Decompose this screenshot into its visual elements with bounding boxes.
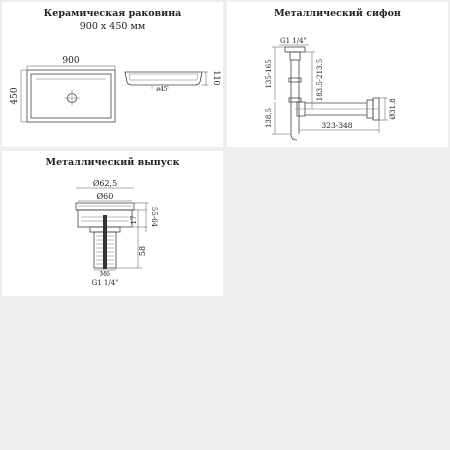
basin-top-view-outer	[27, 70, 115, 122]
drain-m6-label: M6	[100, 271, 110, 278]
basin-side-height-label: 110	[212, 70, 221, 86]
drain-dim-17: 17	[130, 215, 138, 225]
drain-thread-label: G1 1/4"	[91, 279, 119, 287]
siphon-title: Металлический сифон	[274, 8, 401, 19]
basin-title: Керамическая раковина	[43, 8, 182, 19]
basin-drawing	[2, 2, 223, 147]
siphon-panel	[227, 2, 448, 147]
siphon-drawing	[227, 2, 448, 147]
basin-height-label: 450	[10, 87, 20, 105]
basin-width-label: 900	[62, 56, 80, 66]
drain-dia-inner: Ø60	[96, 192, 114, 201]
basin-hole-label: ø45	[156, 86, 168, 93]
drain-title: Металлический выпуск	[45, 157, 180, 168]
drain-dim-range: 55-64	[150, 206, 158, 228]
siphon-thread-label: G1 1/4"	[280, 37, 307, 45]
drain-drawing	[2, 151, 223, 296]
basin-panel	[2, 2, 223, 147]
drain-rod	[103, 215, 107, 269]
siphon-dim-d: 323-348	[321, 121, 353, 130]
drain-cap	[76, 203, 134, 210]
siphon-dim-b: 183.5-213.5	[316, 58, 324, 102]
siphon-dim-a: 135-165	[265, 59, 273, 89]
drain-panel	[2, 151, 223, 296]
siphon-top-nut	[285, 47, 305, 52]
drain-dia-outer: Ø62,5	[92, 179, 118, 188]
siphon-dim-c: 138.5	[265, 107, 273, 129]
basin-top-view-inner	[31, 74, 111, 118]
drain-dim-58: 58	[138, 245, 147, 257]
siphon-dim-e: Ø31.8	[389, 98, 397, 120]
basin-subtitle: 900 x 450 мм	[79, 21, 146, 32]
